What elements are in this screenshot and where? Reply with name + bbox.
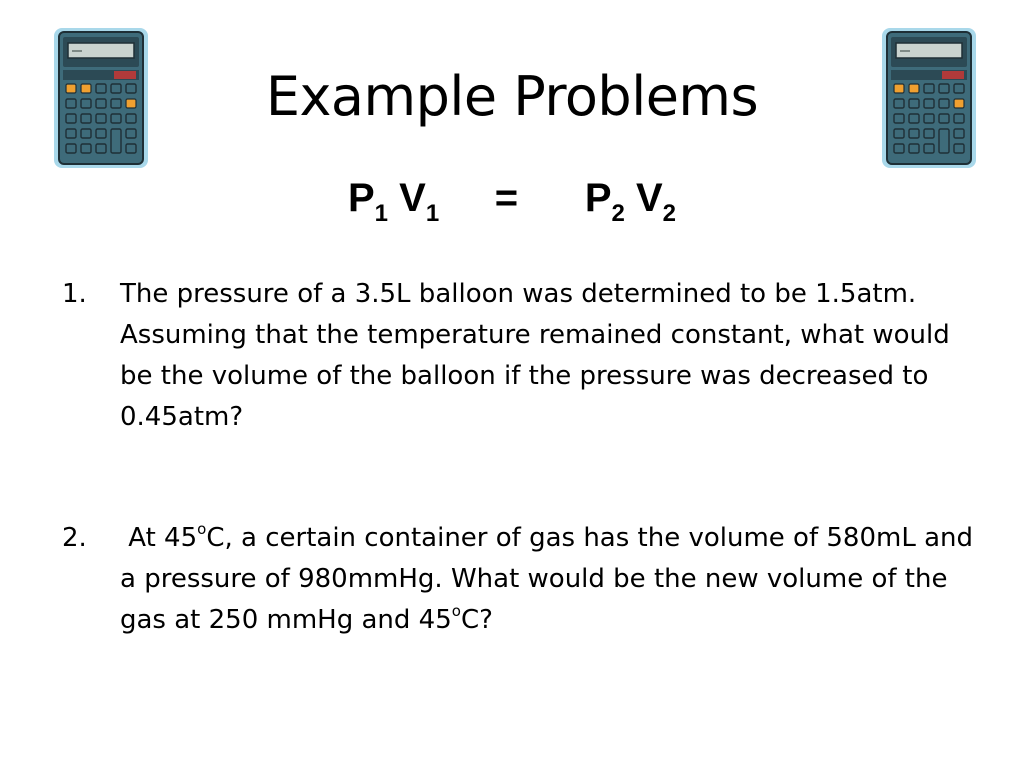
equation-v1-subscript: 1 [425,200,440,227]
equation-p2: P [584,176,612,220]
problem-item-2 [62,518,982,641]
problem-text: The pressure of a 3.5L balloon was determined to be 1.5atm. Assuming that the temperature remained constant, what would be the volume of the balloon if the pressure was decreased to 0.45atm? [120,279,950,432]
problem-text-part: At 45 [120,523,198,553]
equation-v2-subscript: 2 [662,200,677,227]
problem-item-1 [62,274,982,438]
problem-text [120,518,980,641]
equation-p1-subscript: 1 [374,200,389,227]
problem-number: 2. [62,523,87,553]
boyles-law-equation [0,172,1024,230]
degree-symbol: o [451,602,461,621]
slide-title: Example Problems [265,65,759,128]
equation-p2-subscript: 2 [611,200,625,227]
equation-v2: V [635,176,663,220]
equation-v1: V [399,176,426,220]
problem-text-part: C? [460,605,493,635]
problem-number: 1. [62,279,87,309]
problem-text-part: C, a certain container of gas has the volume of 580mL and a pressure of 980mmHg. What would be the new volume of the gas at 250 mmHg and 45 [120,523,973,635]
degree-symbol: o [197,520,207,539]
equation-p1: P [347,176,375,220]
equation-equals: = [494,176,519,220]
